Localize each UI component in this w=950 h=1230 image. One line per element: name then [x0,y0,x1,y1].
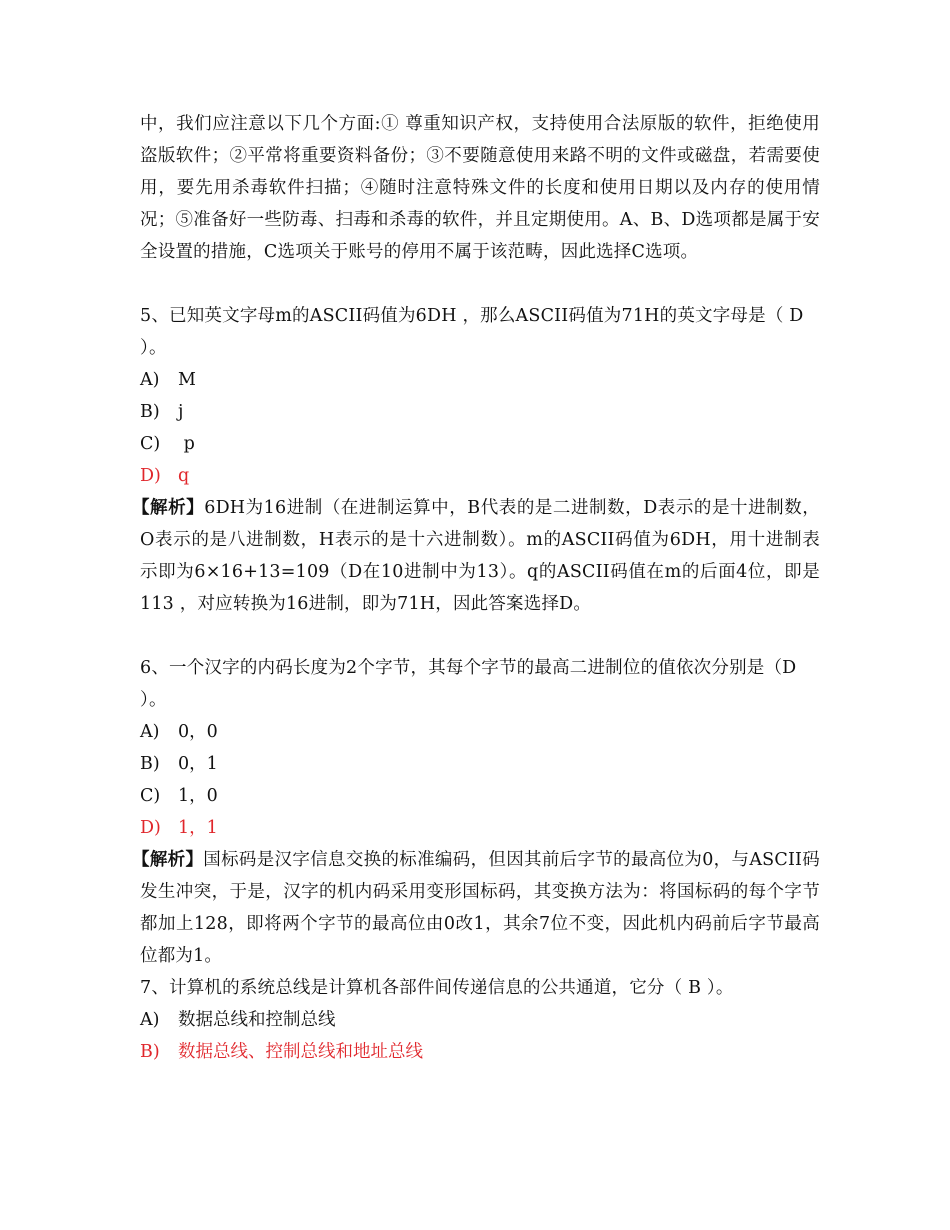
option-text: 1，0 [178,786,218,806]
analysis-tag: 【解析】 [132,498,205,518]
option-list [140,364,820,492]
question-text: 6、一个汉字的内码长度为2个字节，其每个字节的最高二进制位的值依次分别是（D ）。 [140,658,797,710]
question-6 [132,652,820,972]
spacer [140,620,820,652]
analysis-text: 6DH为16进制（在进制运算中，B代表的是二进制数，D表示的是十进制数，O表示的是八进制数，H表示的是十六进制数）。m的ASCII码值为6DH，用十进制表示即为6×16+13=109（D在10进制中为13）。q的ASCII码值在m的后面4位，即是113 ，对应转换为16进制，即为71H，因此答案选择D。 [140,498,820,614]
option-text: q [178,466,190,486]
option-letter: B) [140,402,160,422]
option-letter: D) [140,466,161,486]
option-text: M [178,370,196,390]
option-d-correct [140,812,820,844]
option-letter: A) [140,722,160,742]
analysis-tag: 【解析】 [132,850,204,870]
option-letter: B) [140,1042,160,1062]
option-letter: B) [140,754,160,774]
option-text: 数据总线、控制总线和地址总线 [178,1042,423,1062]
option-c [140,780,820,812]
option-text: 数据总线和控制总线 [178,1010,336,1030]
question-text: 7、计算机的系统总线是计算机各部件间传递信息的公共通道，它分（ B ）。 [140,978,734,998]
option-text: 0，1 [178,754,218,774]
option-text: 0，0 [178,722,218,742]
option-a [140,716,820,748]
question-7 [140,972,820,1068]
option-letter: C) [140,434,161,454]
option-list [140,1004,820,1068]
option-letter: A) [140,1010,160,1030]
option-b-correct [140,1036,820,1068]
option-text: p [178,434,195,454]
intro-paragraph: 中，我们应注意以下几个方面:① 尊重知识产权，支持使用合法原版的软件，拒绝使用盗版软件；②平常将重要资料备份；③不要随意使用来路不明的文件或磁盘，若需要使用，要先用杀毒软件扫描；④随时注意特殊文件的长度和使用日期以及内存的使用情况；⑤准备好一些防毒、扫毒和杀毒的软件，并且定期使用。A、B、D选项都是属于安全设置的措施，C选项关于账号的停用不属于该范畴，因此选择C选项。 [140,114,820,262]
question-text: 5、已知英文字母m的ASCII码值为6DH ，那么ASCII码值为71H的英文字母是（ D ）。 [140,306,804,358]
option-text: 1，1 [178,818,218,838]
option-letter: A) [140,370,160,390]
option-letter: C) [140,786,161,806]
option-letter: D) [140,818,161,838]
option-text: j [178,402,184,422]
analysis-text: 国标码是汉字信息交换的标准编码，但因其前后字节的最高位为0，与ASCII码发生冲突，于是，汉字的机内码采用变形国标码，其变换方法为：将国标码的每个字节都加上128，即将两个字节的最高位由0改1，其余7位不变，因此机内码前后字节最高位都为1。 [140,850,820,966]
option-list [140,716,820,844]
option-b [140,748,820,780]
option-a [140,364,820,396]
analysis-paragraph [132,492,820,620]
spacer [140,268,820,300]
analysis-paragraph [132,844,820,972]
option-b [140,396,820,428]
option-d-correct [140,460,820,492]
option-a [140,1004,820,1036]
option-c [140,428,820,460]
question-5 [132,300,820,620]
